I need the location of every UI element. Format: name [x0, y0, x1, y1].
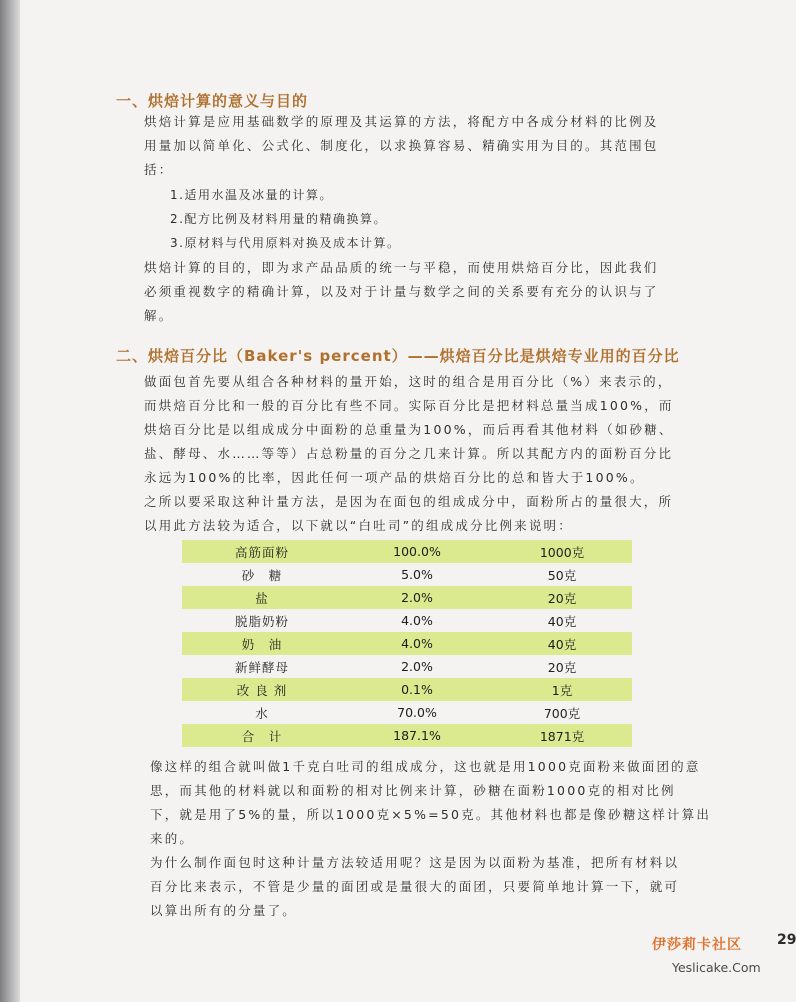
table-row — [182, 655, 632, 678]
ingredient-percent: 70.0% — [397, 705, 437, 720]
total-label: 合 计 — [182, 724, 342, 747]
section2-para2-line-4: 来的。 — [150, 831, 195, 846]
section1-intro-line-3: 括： — [144, 162, 174, 177]
section2-para1-line-5: 永远为100%的比率，因此任何一项产品的烘焙百分比的总和皆大于100%。 — [144, 470, 645, 485]
section1-outro-line-1: 烘焙计算的目的，即为求产品品质的统一与平稳，而使用烘焙百分比，因此我们 — [144, 260, 659, 275]
ingredient-amount: 40克 — [547, 613, 577, 629]
total-amount: 1871克 — [492, 724, 632, 747]
ingredient-percent: 0.1% — [342, 678, 492, 701]
section1-intro-line-2: 用量加以简单化、公式化、制度化，以求换算容易、精确实用为目的。其范围包 — [144, 138, 659, 153]
total-percent: 187.1% — [342, 724, 492, 747]
ingredient-name: 改 良 剂 — [182, 678, 342, 701]
ingredient-name: 脱脂奶粉 — [234, 613, 289, 629]
table-row — [182, 678, 632, 701]
white-toast-recipe-table — [182, 540, 632, 747]
section2-para2-line-1: 像这样的组合就叫做1千克白吐司的组成成分，这也就是用1000克面粉来做面团的意 — [150, 759, 701, 774]
section1-outro-line-3: 解。 — [144, 308, 174, 323]
ingredient-amount: 700克 — [543, 705, 581, 721]
ingredient-amount: 1克 — [492, 678, 632, 701]
ingredient-amount: 40克 — [492, 632, 632, 655]
section2-para2-line-2: 思，而其他的材料就以和面粉的相对比例来计算，砂糖在面粉1000克的相对比例 — [150, 783, 676, 798]
watermark-url: Yeslicake.Com — [672, 960, 761, 975]
ingredient-percent: 2.0% — [401, 659, 433, 674]
ingredient-amount: 1000克 — [492, 540, 632, 563]
ingredient-name: 新鲜酵母 — [234, 659, 289, 675]
section2-para1-line-1: 做面包首先要从组合各种材料的量开始，这时的组合是用百分比（%）来表示的， — [144, 374, 673, 389]
section1-outro-line-2: 必须重视数字的精确计算，以及对于计量与数学之间的关系要有充分的认识与了 — [144, 284, 659, 299]
section2-para1-line-3: 烘焙百分比是以组成成分中面粉的总重量为100%，而后再看其他材料（如砂糖、 — [144, 422, 674, 437]
ingredient-name: 砂 糖 — [241, 567, 283, 583]
section2-para2-line-6: 百分比来表示，不管是少量的面团或是量很大的面团，只要简单地计算一下，就可 — [150, 879, 680, 894]
section1-list-item-2: 2.配方比例及材料用量的精确换算。 — [170, 212, 387, 226]
ingredient-percent: 2.0% — [342, 586, 492, 609]
ingredient-percent: 100.0% — [342, 540, 492, 563]
ingredient-amount: 20克 — [547, 659, 577, 675]
section1-list-item-3: 3.原材料与代用原料对换及成本计算。 — [170, 236, 401, 250]
table-row — [182, 609, 632, 632]
ingredient-amount: 50克 — [547, 567, 577, 583]
section2-para1-line-6: 之所以要采取这种计量方法，是因为在面包的组成成分中，面粉所占的量很大，所 — [144, 494, 674, 509]
section1-heading: 一、烘焙计算的意义与目的 — [116, 92, 309, 110]
section2-para2-line-5: 为什么制作面包时这种计量方法较适用呢？这是因为以面粉为基准，把所有材料以 — [150, 855, 680, 870]
ingredient-name: 盐 — [182, 586, 342, 609]
ingredient-percent: 4.0% — [401, 613, 433, 628]
table-row — [182, 563, 632, 586]
ingredient-name: 水 — [255, 705, 269, 721]
table-row — [182, 701, 632, 724]
section2-para2-line-7: 以算出所有的分量了。 — [150, 903, 298, 918]
section2-para2-line-3: 下，就是用了5%的量，所以1000克×5%=50克。其他材料也都是像砂糖这样计算出 — [150, 807, 712, 822]
ingredient-percent: 5.0% — [401, 567, 433, 582]
ingredient-amount: 20克 — [492, 586, 632, 609]
page-number: 29 — [777, 932, 796, 948]
ingredient-name: 高筋面粉 — [182, 540, 342, 563]
section2-heading: 二、烘焙百分比（Baker's percent）——烘焙百分比是烘焙专业用的百分比 — [116, 347, 680, 365]
watermark-site-name: 伊莎莉卡社区 — [652, 937, 742, 953]
section2-para1-line-4: 盐、酵母、水……等等）占总粉量的百分之几来计算。所以其配方内的面粉百分比 — [144, 446, 674, 461]
section2-para1-line-2: 而烘焙百分比和一般的百分比有些不同。实际百分比是把材料总量当成100%，而 — [144, 398, 674, 413]
table-row — [182, 586, 632, 609]
book-page — [20, 0, 796, 1002]
section2-para1-line-7: 以用此方法较为适合，以下就以“白吐司”的组成成分比例来说明： — [144, 518, 573, 533]
table-row — [182, 540, 632, 563]
book-binding-shadow — [0, 0, 20, 1002]
section1-intro-line-1: 烘焙计算是应用基础数学的原理及其运算的方法，将配方中各成分材料的比例及 — [144, 114, 659, 129]
ingredient-percent: 4.0% — [342, 632, 492, 655]
table-total-row — [182, 724, 632, 747]
ingredient-name: 奶 油 — [182, 632, 342, 655]
section1-list-item-1: 1.适用水温及冰量的计算。 — [170, 188, 333, 202]
table-row — [182, 632, 632, 655]
